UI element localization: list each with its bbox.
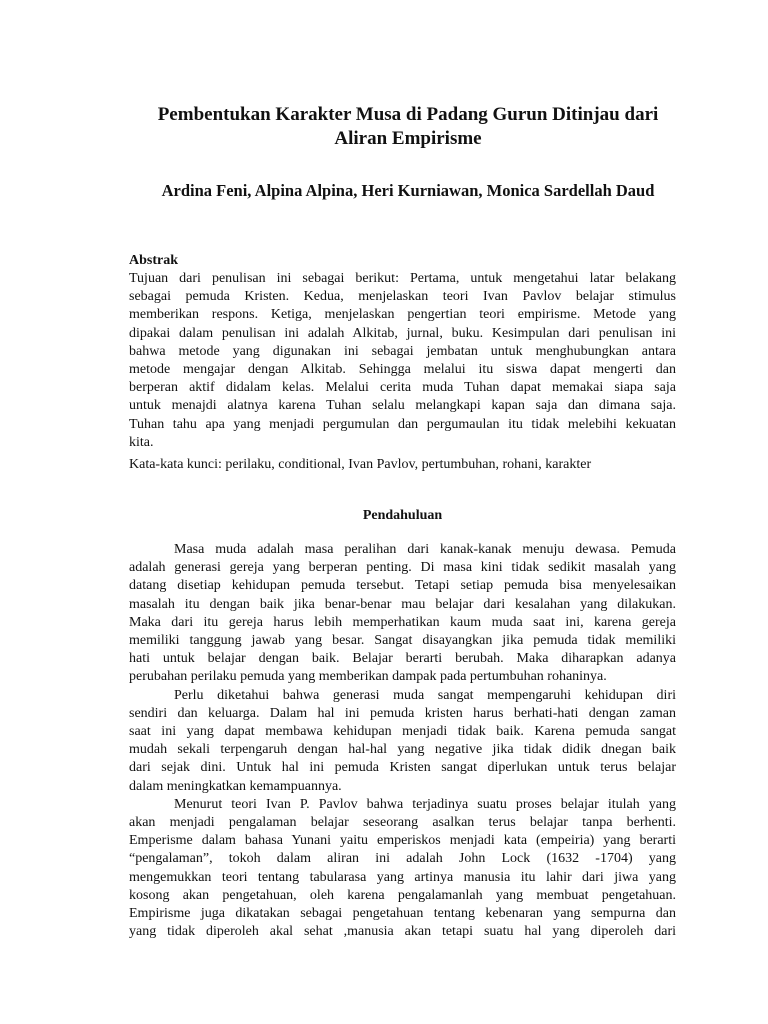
paragraph-line: yang tidak diperoleh akal sehat ,manusia akan tetapi suatu hal yang diperoleh dari bbox=[129, 924, 676, 940]
paragraph-line: kosong akan pengetahuan, oleh karena pengalamanlah yang membuat pengetahuan. bbox=[129, 887, 676, 903]
paragraph-line: datang disetiap kehidupan pemuda tersebut. Tetapi setiap pemuda bisa menyelesaikan bbox=[129, 578, 676, 594]
paragraph-line: dalam meningkatkan kemampuannya. bbox=[129, 778, 342, 794]
paragraph-3 bbox=[129, 796, 676, 942]
abstract-line: memberikan respons. Ketiga, menjelaskan pengertian teori empirisme. Metode yang bbox=[129, 307, 676, 323]
paragraph-line: Masa muda adalah masa peralihan dari kanak-kanak menuju dewasa. Pemuda bbox=[174, 542, 676, 557]
paragraph-line: hati untuk belajar dengan baik. Belajar berarti berubah. Maka diharapkan adanya bbox=[129, 651, 676, 667]
abstract-line: metode mengajar dengan Alkitab. Sehingga melalui itu siswa dapat mengerti dan bbox=[129, 362, 676, 378]
paragraph-line: Menurut teori Ivan P. Pavlov bahwa terjadinya suatu proses belajar itulah yang bbox=[174, 796, 676, 812]
paragraph-line: mengemukkan teori tentang tabularasa yang artinya manusia itu lahir dari jiwa yang bbox=[129, 869, 676, 885]
paragraph-line: akan menjadi pengalaman belajar seseorang asalkan terus belajar tanpa berhenti. bbox=[129, 815, 676, 831]
paragraph-line: saat ini yang dapat membawa kehidupan menjadi tidak baik. Karena pemuda sangat bbox=[129, 724, 676, 740]
paragraph-line: adalah generasi gereja yang berperan penting. Di masa kini tidak sedikit masalah yang bbox=[129, 560, 676, 576]
body-text bbox=[129, 541, 676, 941]
paper-title bbox=[100, 103, 716, 151]
paragraph-2 bbox=[129, 687, 676, 796]
paragraph-line: sendiri dan keluarga. Dalam hal ini pemuda kristen harus berhati-hati dengan zaman bbox=[129, 705, 676, 721]
abstract-line: kita. bbox=[129, 434, 154, 450]
abstract-line: dipakai dalam penulisan ini adalah Alkitab, jurnal, buku. Kesimpulan dari penulisan ini bbox=[129, 325, 676, 341]
section-heading-pendahuluan: Pendahuluan bbox=[362, 508, 443, 523]
paragraph-1 bbox=[129, 541, 676, 687]
abstract-line: berperan aktif didalam kelas. Melalui cerita muda Tuhan dapat memakai siapa saja bbox=[129, 380, 676, 396]
abstract-heading: Abstrak bbox=[129, 253, 179, 268]
paragraph-line: Perlu diketahui bahwa generasi muda sangat mempengaruhi kehidupan diri bbox=[174, 687, 676, 703]
abstract-line: Tujuan dari penulisan ini sebagai berikut: Pertama, untuk mengetahui latar belakang bbox=[129, 271, 676, 286]
keywords: Kata-kata kunci: perilaku, conditional, Ivan Pavlov, pertumbuhan, rohani, karakter bbox=[129, 457, 592, 472]
paper-title-line-1: Pembentukan Karakter Musa di Padang Gurun Ditinjau dari bbox=[157, 104, 659, 125]
paper-authors: Ardina Feni, Alpina Alpina, Heri Kurniawan, Monica Sardellah Daud bbox=[161, 181, 655, 200]
paragraph-line: Maka dari itu gereja harus lebih memperhatikan kaum muda saat ini, karena gereja bbox=[129, 614, 676, 630]
abstract-line: untuk menajdi alatnya karena Tuhan selalu melangkapi kapan saja dan dimana saja. bbox=[129, 398, 676, 414]
paragraph-line: “pengalaman”, tokoh dalam aliran ini adalah John Lock (1632 -1704) yang bbox=[129, 851, 676, 867]
paragraph-line: dari sejak dini. Untuk hal ini pemuda Kristen sangat diperlukan untuk terus belajar bbox=[129, 760, 676, 776]
paragraph-line: perubahan perilaku pemuda yang memberikan dampak pada pertumbuhan rohaninya. bbox=[129, 669, 607, 685]
abstract-body bbox=[129, 270, 676, 452]
paragraph-line: Empirisme juga dikatakan sebagai pengetahuan tentang kebenaran yang sempurna dan bbox=[129, 906, 676, 922]
abstract-line: sebagai pemuda Kristen. Kedua, menjelaskan teori Ivan Pavlov belajar stimulus bbox=[129, 289, 676, 305]
abstract-line: bahwa metode yang digunakan ini sebagai jembatan untuk menghubungkan antara bbox=[129, 343, 676, 359]
paper-title-line-2: Aliran Empirisme bbox=[334, 128, 482, 149]
paragraph-line: mudah sekali terpengaruh dengan hal-hal yang negative jika tidak didik dnegan baik bbox=[129, 742, 676, 758]
paragraph-line: masalah itu dengan baik jika benar-benar mau belajar dari kesalahan yang dilakukan. bbox=[129, 596, 676, 612]
paragraph-line: memiliki tanggung jawab yang besar. Sangat disayangkan jika pemuda tidak memiliki bbox=[129, 633, 676, 649]
abstract-line: Tuhan tahu apa yang menjadi pergumulan dan pergumaulan itu tidak melebihi kekuatan bbox=[129, 416, 676, 432]
paragraph-line: Emperisme dalam bahasa Yunani yaitu emperiskos menjadi kata (empeiria) yang berarti bbox=[129, 833, 676, 849]
